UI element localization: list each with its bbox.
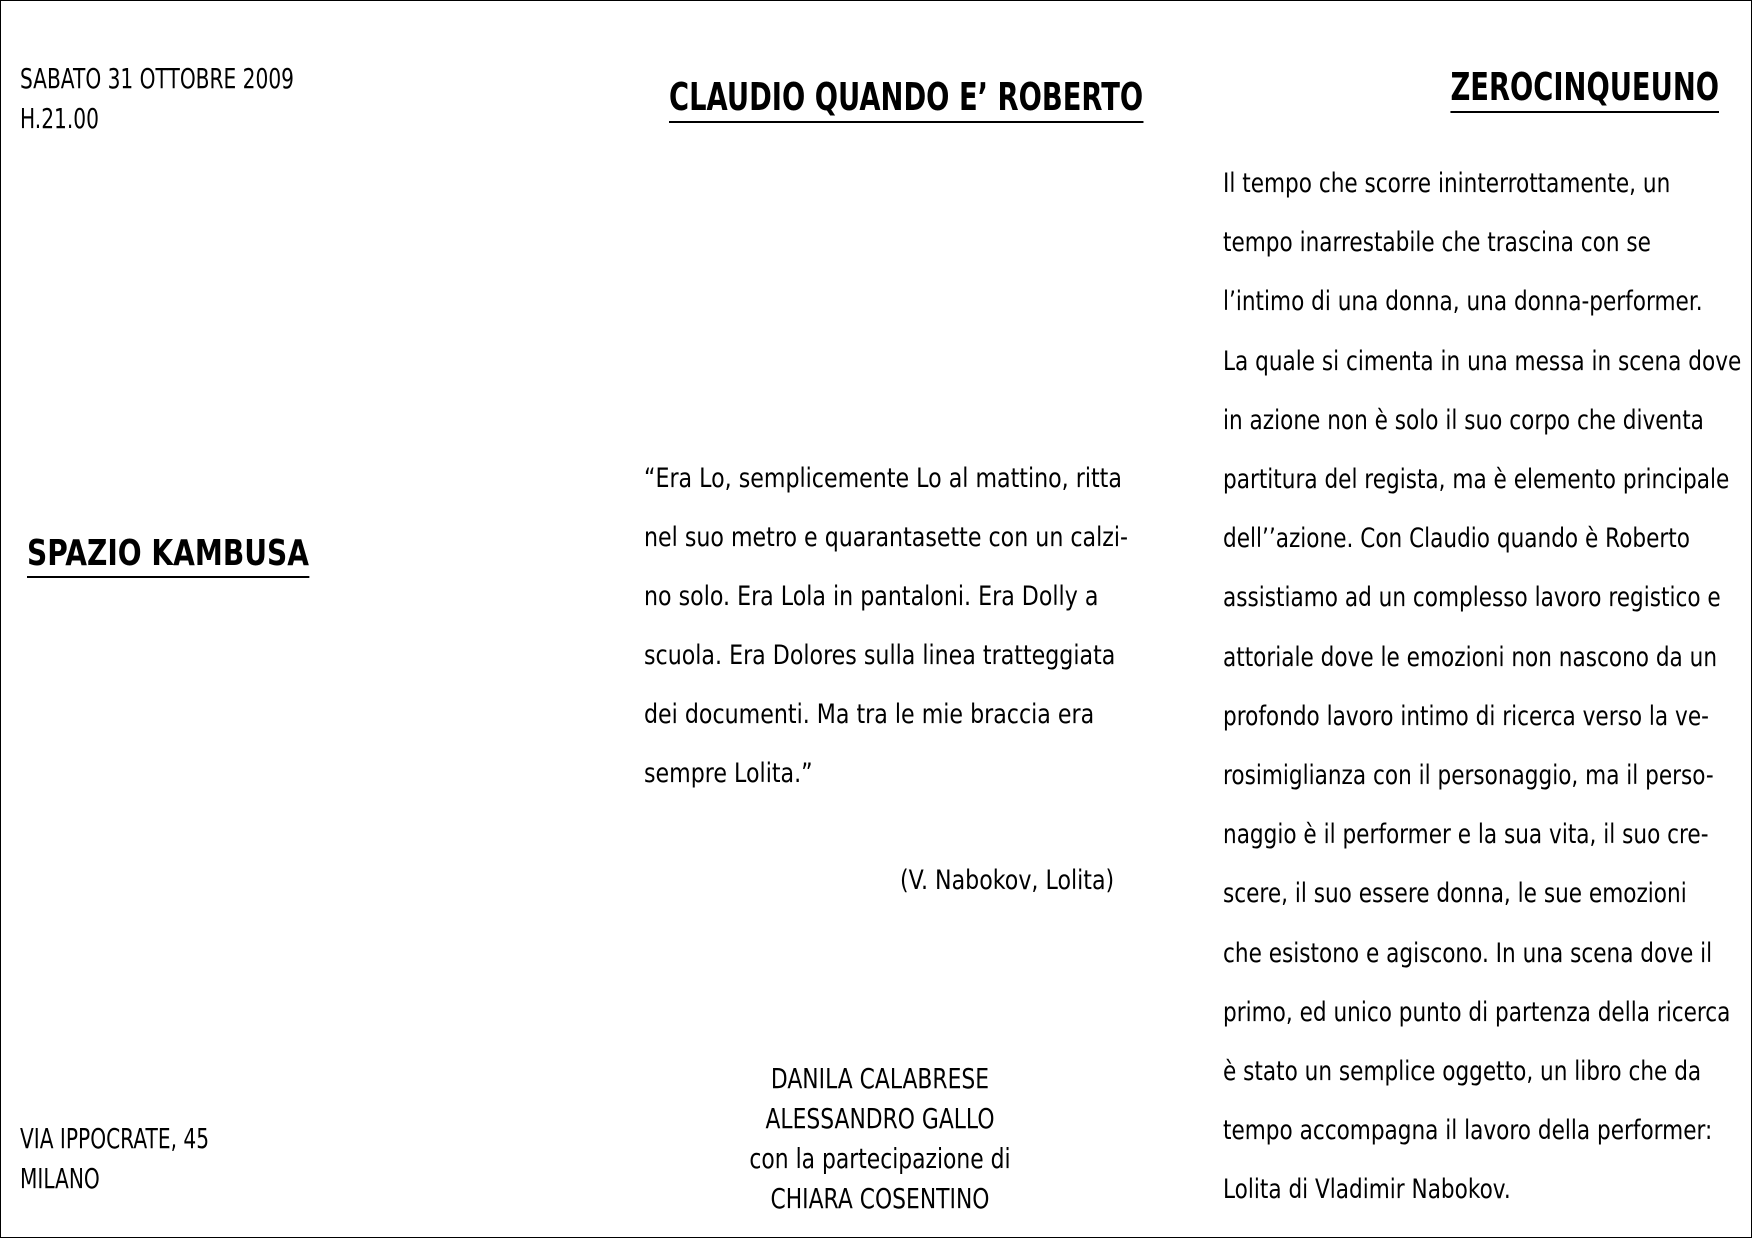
- show-title: CLAUDIO QUANDO E’ ROBERTO: [669, 75, 1091, 123]
- address-city: MILANO: [20, 1162, 100, 1195]
- description-line: partitura del regista, ma è elemento principale: [1223, 464, 1730, 496]
- quote-line: sempre Lolita.”: [644, 758, 813, 789]
- credit-line: CHIARA COSENTINO: [770, 1182, 990, 1215]
- description-line: attoriale dove le emozioni non nascono da un: [1223, 641, 1718, 673]
- quote-line: scuola. Era Dolores sulla linea tratteggiata: [644, 640, 1116, 671]
- description-line: è stato un semplice oggetto, un libro che da: [1223, 1056, 1702, 1088]
- venue-name: SPAZIO KAMBUSA: [27, 533, 389, 578]
- company-title: ZEROCINQUEUNO: [1251, 65, 1719, 113]
- venue-address: [20, 1119, 283, 1199]
- description-line: scere, il suo essere donna, le sue emozioni: [1223, 878, 1687, 910]
- quote-line: dei documenti. Ma tra le mie braccia era: [644, 699, 1095, 730]
- description-line: dell’’azione. Con Claudio quando è Roberto: [1223, 523, 1690, 555]
- quote-line: no solo. Era Lola in pantaloni. Era Dolly a: [644, 581, 1099, 612]
- description-block: [1223, 154, 1742, 1220]
- quote-source: (V. Nabokov, Lolita): [899, 865, 1114, 896]
- description-line: Il tempo che scorre ininterrottamente, un: [1223, 168, 1671, 199]
- description-line: tempo inarrestabile che trascina con se: [1223, 227, 1651, 259]
- quote-block: [644, 449, 1129, 803]
- event-datetime: [20, 59, 350, 139]
- address-street: VIA IPPOCRATE, 45: [20, 1122, 210, 1155]
- quote-line: nel suo metro e quarantasette con un calzi-: [644, 522, 1129, 553]
- description-line: La quale si cimenta in una messa in scena dove: [1223, 345, 1742, 377]
- description-line: che esistono e agiscono. In una scena dove il: [1223, 937, 1713, 969]
- description-line: naggio è il performer e la sua vita, il suo cre-: [1223, 819, 1709, 851]
- description-line: rosimiglianza con il personaggio, ma il perso-: [1223, 760, 1714, 792]
- description-line: profondo lavoro intimo di ricerca verso la ve-: [1223, 700, 1709, 732]
- credits: [669, 1059, 1091, 1219]
- event-time: H.21.00: [20, 102, 99, 135]
- description-line: tempo accompagna il lavoro della performer:: [1223, 1115, 1713, 1147]
- credit-line: DANILA CALABRESE: [770, 1062, 990, 1095]
- description-line: in azione non è solo il suo corpo che diventa: [1223, 404, 1704, 436]
- credit-line: ALESSANDRO GALLO: [765, 1102, 995, 1135]
- description-line: Lolita di Vladimir Nabokov.: [1223, 1174, 1511, 1206]
- description-line: l’intimo di una donna, una donna-performer.: [1223, 286, 1703, 318]
- credit-line: con la partecipazione di: [749, 1142, 1011, 1175]
- event-date: SABATO 31 OTTOBRE 2009: [20, 62, 294, 95]
- quote-line: “Era Lo, semplicemente Lo al mattino, ritta: [644, 463, 1122, 494]
- description-line: assistiamo ad un complesso lavoro registico e: [1223, 582, 1721, 614]
- description-line: primo, ed unico punto di partenza della ricerca: [1223, 996, 1731, 1028]
